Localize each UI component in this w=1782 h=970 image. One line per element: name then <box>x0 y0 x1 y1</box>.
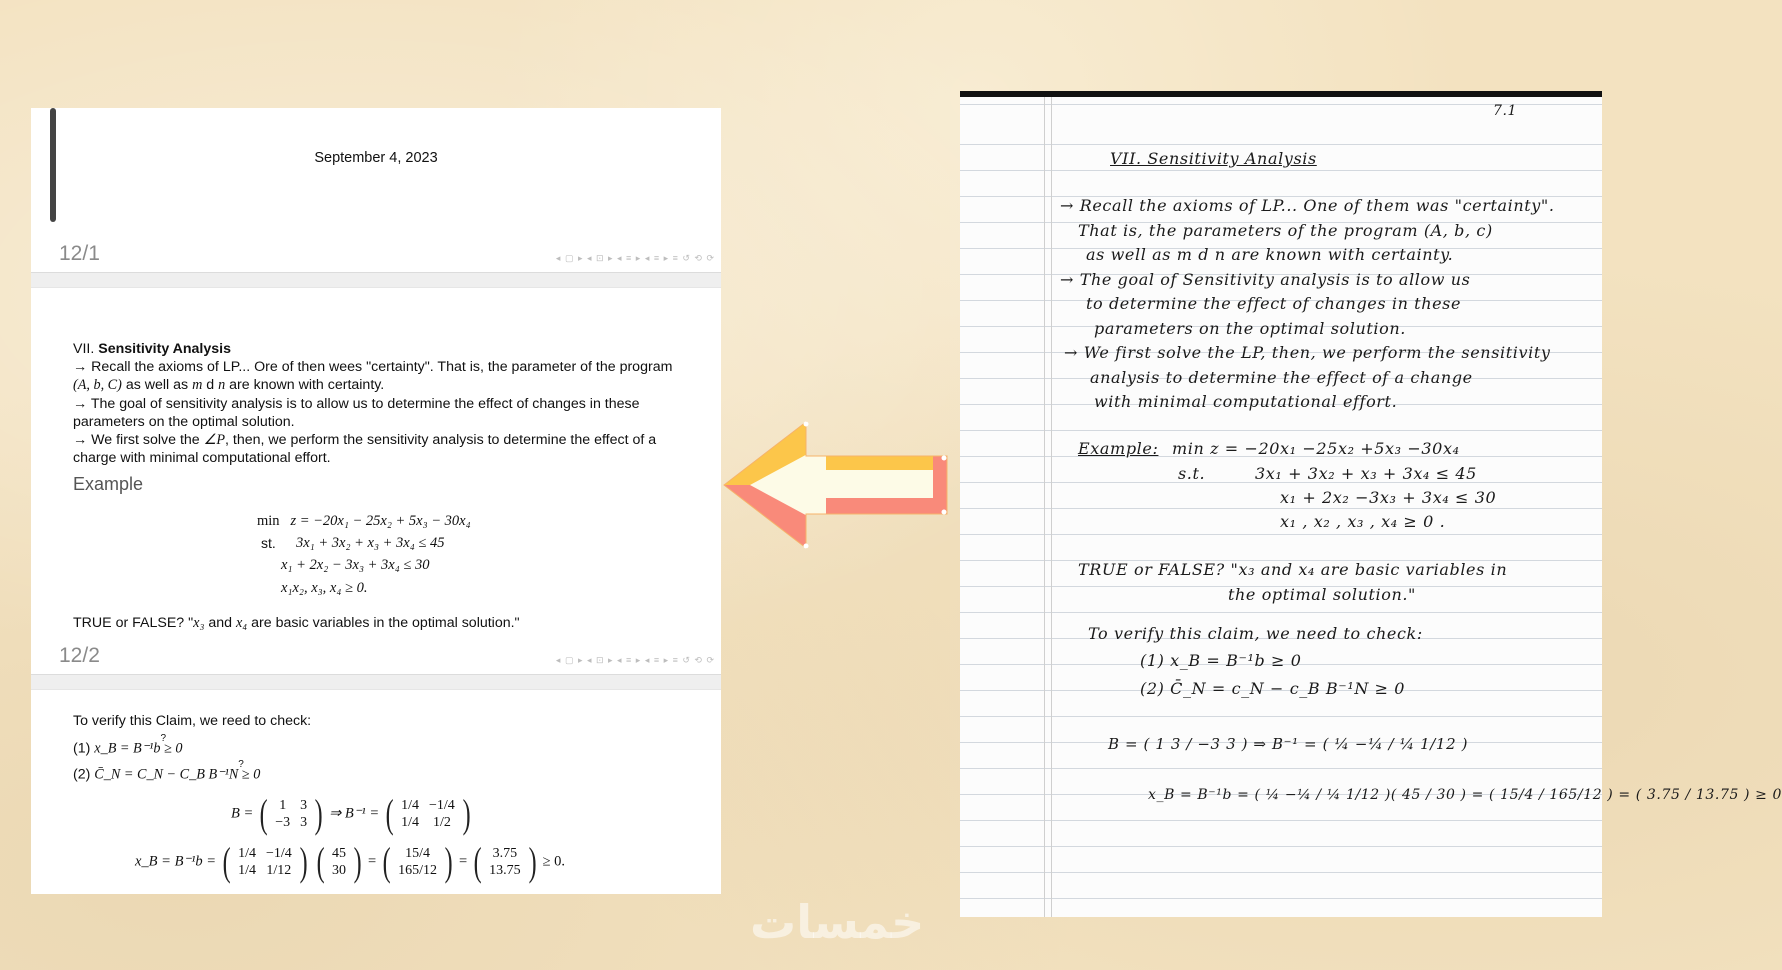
hw-line: analysis to determine the effect of a change <box>1090 367 1473 387</box>
matrix-b-inverse: ( 1/4 −1/4 1/4 1/2 ) <box>385 791 471 836</box>
hw-constraint-1: 3x₁ + 3x₂ + x₃ + 3x₄ ≤ 45 <box>1255 464 1477 483</box>
matrix-cell: 165/12 <box>398 863 438 878</box>
page-label-12-2: 12/2 <box>59 644 100 667</box>
b-matrix-equation: B = ( 1 3 −3 3 ) ⇒ B⁻¹ = ( 1/4 −1/4 1/4 1/2 ) <box>231 794 473 834</box>
lp-constraint-1: 3x₁ + 3x₂ + x₃ + 3x₄ ≤ 45 <box>296 535 445 551</box>
vector-decimal: ( 3.75 13.75 ) <box>473 839 537 884</box>
matrix-cell: −3 <box>275 815 291 830</box>
check-1: (1) x_B = B⁻¹b ≥ 0 ? <box>73 733 183 757</box>
matrix-cell: 13.75 <box>489 863 521 878</box>
matrix-cell: 15/4 <box>405 846 431 861</box>
hw-line: parameters on the optimal solution. <box>1094 318 1406 338</box>
matrix-cell: 1 <box>279 798 287 813</box>
hw-line: with minimal computational effort. <box>1094 392 1398 411</box>
matrix-cell: −1/4 <box>428 798 455 813</box>
hw-line: That is, the parameters of the program (A, b, c) <box>1078 220 1493 240</box>
matrix-cell: −1/4 <box>265 846 292 861</box>
paragraph-axioms: → Recall the axioms of LP... Ore of then wees "certainty". That is, the parameter of the program (A, b, C) as well as m d n are known with certainty. <box>73 359 673 393</box>
xb-computation: x_B = B⁻¹b = ( 1/4 −1/4 1/4 1/12 ) ( 45 30 ) = ( 15/4 165/12 ) = ( 3.75 13.75 ) ≥ 0. <box>135 839 566 884</box>
hw-line: → Recall the axioms of LP... One of them was "certainty". <box>1060 196 1555 215</box>
hw-b-matrix: B = ( 1 3 / −3 3 ) ⇒ B⁻¹ = ( ¼ −¼ / ¼ 1/12 ) <box>1108 735 1469 753</box>
paragraph-goal: → The goal of sensitivity analysis is to allow us to determine the effect of changes in these parameters on the optimal solution. <box>73 396 640 430</box>
margin-lines <box>1044 97 1052 917</box>
matrix-cell: 30 <box>332 863 347 878</box>
hw-objective: min z = −20x₁ −25x₂ +5x₃ −30x₄ <box>1172 439 1460 458</box>
matrix-binv-2: ( 1/4 −1/4 1/4 1/12 ) <box>222 839 308 884</box>
vector-fraction: ( 15/4 165/12 ) <box>382 839 453 884</box>
matrix-cell: 1/4 <box>401 798 419 813</box>
page1-date: September 4, 2023 <box>314 150 438 166</box>
lp-st-label: st. <box>261 535 276 551</box>
matrix-cell: 3 <box>300 798 308 813</box>
page-nav-icons[interactable]: ◂ ▢ ▸ ◂ ⊡ ▸ ◂ ≡ ▸ ◂ ≡ ▸ ≡ ↺ ⟲ ⟳ <box>555 253 715 263</box>
matrix-cell: 1/4 <box>238 863 256 878</box>
page-separator <box>31 272 721 288</box>
hw-st: s.t. <box>1178 464 1206 483</box>
matrix-cell: 1/12 <box>266 863 292 878</box>
matrix-cell: 3.75 <box>492 846 518 861</box>
hw-tf-line-2: the optimal solution." <box>1228 585 1417 604</box>
page-nav-icons-2[interactable]: ◂ ▢ ▸ ◂ ⊡ ▸ ◂ ≡ ▸ ◂ ≡ ▸ ≡ ↺ ⟲ ⟳ <box>555 655 715 665</box>
hw-verify: To verify this claim, we need to check: <box>1088 624 1423 643</box>
hw-check-2: (2) C̄_N = c_N − c_B B⁻¹N ≥ 0 <box>1140 679 1406 698</box>
matrix-b: ( 1 3 −3 3 ) <box>259 791 323 836</box>
check-2: (2) C̄_N = C_N − C_B B⁻¹N ≥ 0 ? <box>73 759 261 783</box>
left-arrow-icon <box>722 420 950 550</box>
matrix-cell: 45 <box>332 846 347 861</box>
vector-b: ( 45 30 ) <box>316 839 362 884</box>
hw-nonneg: x₁ , x₂ , x₃ , x₄ ≥ 0 . <box>1280 512 1446 531</box>
lp-objective: min z = −20x₁ − 25x₂ + 5x₃ − 30x₄ <box>257 513 471 529</box>
hw-page-number: 7.1 <box>1493 103 1518 119</box>
handwritten-notes-panel[interactable] <box>960 91 1782 917</box>
hw-tf-line-1: TRUE or FALSE? "x₃ and x₄ are basic variables in <box>1078 560 1508 579</box>
hw-line: → The goal of Sensitivity analysis is to allow us <box>1060 269 1471 289</box>
matrix-cell: 1/4 <box>238 846 256 861</box>
verify-intro: To verify this Claim, we reed to check: <box>73 713 312 729</box>
hw-example-label: Example: <box>1078 439 1159 458</box>
lp-nonneg: x₁x₂, x₃, x₄ ≥ 0. <box>281 580 368 596</box>
paragraph-method: → We first solve the ∠P, then, we perform the sensitivity analysis to determine the effect of a charge with minimal computational effort. <box>73 432 657 466</box>
hw-line: to determine the effect of changes in these <box>1086 294 1462 313</box>
watermark-logo: خمسات <box>750 895 925 949</box>
page-separator-2 <box>31 674 721 690</box>
hw-check-1: (1) x_B = B⁻¹b ≥ 0 <box>1140 651 1302 670</box>
hw-line: → We first solve the LP, then, we perform the sensitivity <box>1064 343 1551 362</box>
hw-xb-computation: x_B = B⁻¹b = ( ¼ −¼ / ¼ 1/12 )( 45 / 30 ) = ( 15/4 / 165/12 ) = ( 3.75 / 13.75 ) ≥ 0 <box>1148 787 1782 803</box>
hw-title: VII. Sensitivity Analysis <box>1110 149 1317 168</box>
matrix-cell: 1/2 <box>432 815 451 830</box>
matrix-cell: 1/4 <box>401 815 419 830</box>
page-label-12-1: 12/1 <box>59 242 100 265</box>
example-heading: Example <box>73 474 144 494</box>
typed-notes-panel[interactable] <box>31 108 721 894</box>
hw-line: as well as m d n are known with certainty. <box>1086 245 1454 264</box>
hw-constraint-2: x₁ + 2x₂ −3x₃ + 3x₄ ≤ 30 <box>1280 488 1497 507</box>
matrix-cell: 3 <box>300 815 308 830</box>
lp-constraint-2: x₁ + 2x₂ − 3x₃ + 3x₄ ≤ 30 <box>281 557 430 573</box>
section-heading: VII. Sensitivity Analysis <box>73 341 231 357</box>
true-false-question: TRUE or FALSE? "x₃ and x₄ are basic variables in the optimal solution." <box>73 615 520 631</box>
